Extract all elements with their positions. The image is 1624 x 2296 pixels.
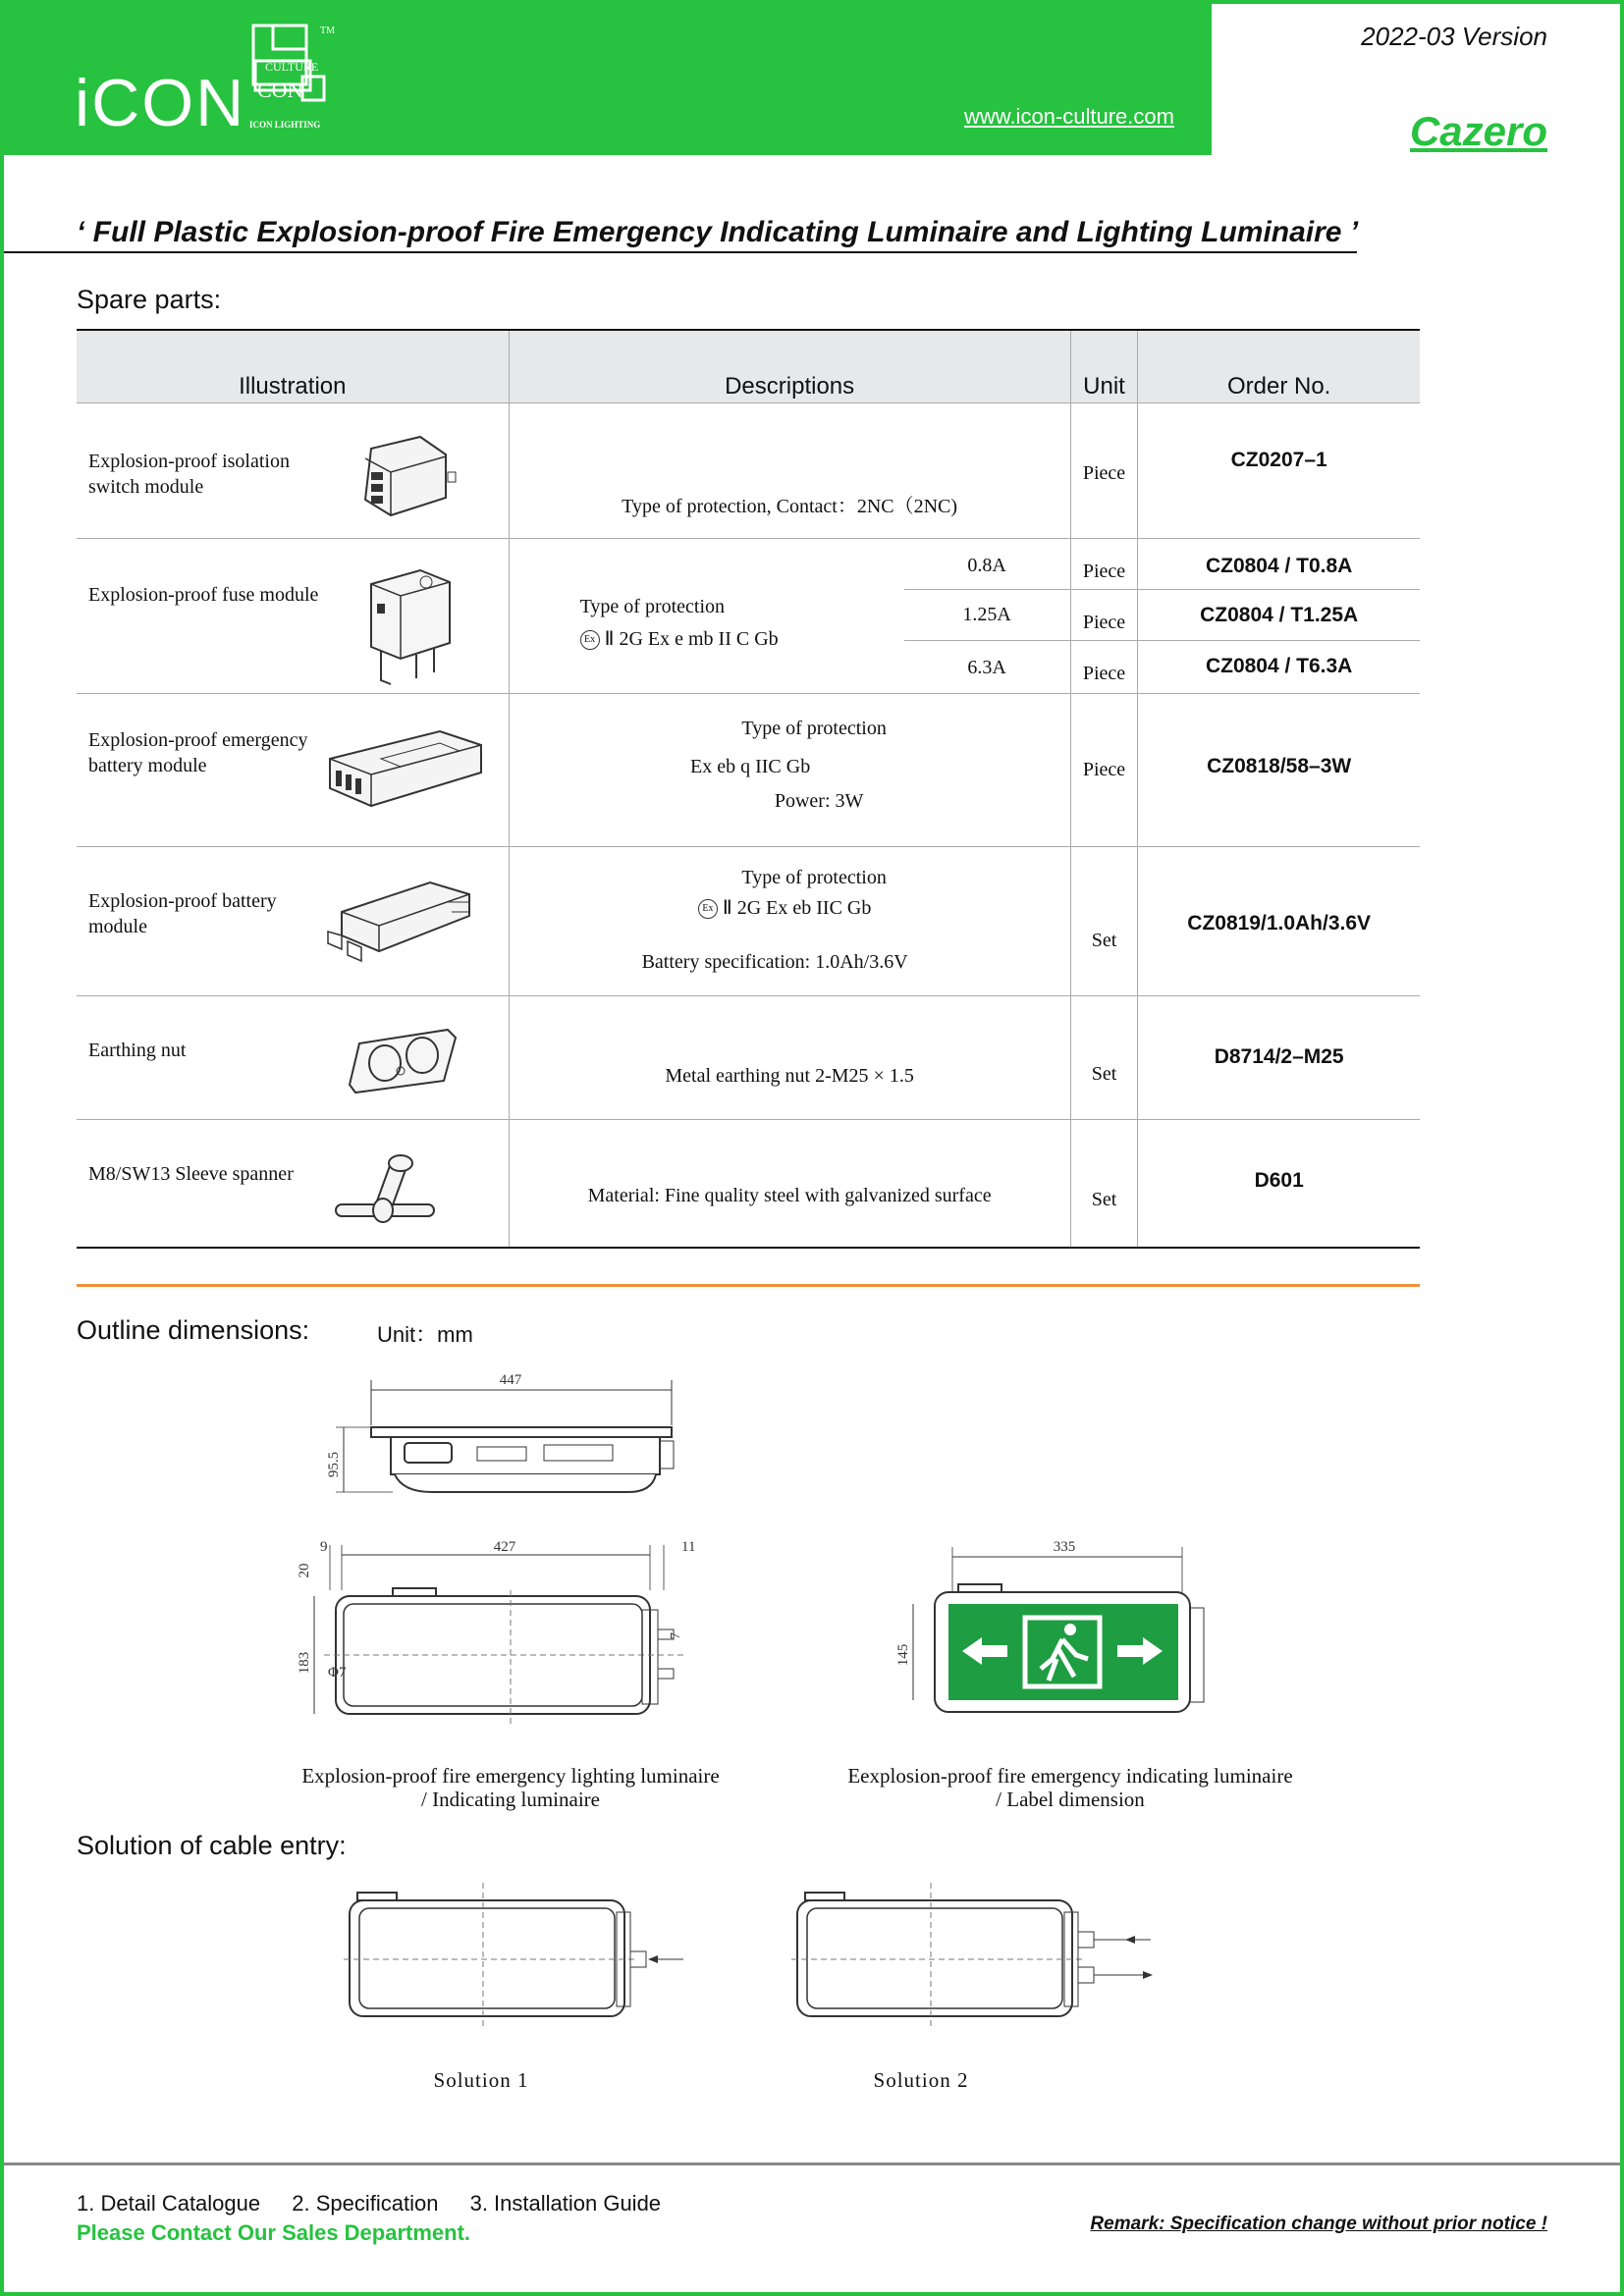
rating-cell	[904, 641, 1070, 694]
order-number: D8714/2–M25	[1214, 1045, 1344, 1068]
unit-value: Piece	[1082, 759, 1126, 780]
dim-95-5: 95.5	[326, 1451, 342, 1478]
ex-mark-icon: Ex	[698, 899, 718, 919]
unit-value: Piece	[1082, 462, 1126, 484]
part-name: Explosion-proof isolation switch module	[88, 451, 290, 498]
logo-text: iCON	[75, 66, 246, 140]
unit-cell	[1070, 641, 1138, 694]
part-description: Type of protection, Contact：2NC（2NC)	[622, 496, 958, 517]
label-view-drawing	[884, 1533, 1237, 1730]
order-number: CZ0804 / T6.3A	[1205, 655, 1353, 677]
order-cell	[1138, 403, 1420, 539]
order-cell	[1138, 996, 1420, 1120]
section-divider	[77, 1284, 1420, 1287]
dim-447: 447	[499, 1372, 522, 1388]
unit-cell	[1070, 996, 1138, 1120]
part-description-line2: Ⅱ 2G Ex eb IIC Gb	[722, 897, 872, 919]
illustration-cell	[77, 539, 509, 694]
caption-line: Explosion-proof fire emergency lighting luminaire	[301, 1764, 720, 1788]
unit-value: Piece	[1082, 561, 1126, 582]
order-number: CZ0804 / T1.25A	[1200, 604, 1359, 626]
rating-cell	[904, 590, 1070, 641]
dim-427: 427	[493, 1539, 516, 1555]
page-title: ‘ Full Plastic Explosion-proof Fire Emergency Indicating Luminaire and Lighting Luminaire ’	[77, 216, 1359, 248]
unit-cell	[1070, 1120, 1138, 1248]
table-row	[77, 996, 1420, 1120]
logo-line1: CULTURE	[265, 60, 319, 74]
unit-value: Piece	[1082, 663, 1126, 684]
order-number: CZ0207–1	[1230, 449, 1327, 471]
part-name: Earthing nut	[88, 1040, 187, 1061]
order-number: D601	[1254, 1169, 1304, 1192]
top-view-drawing	[314, 1366, 687, 1504]
order-number: CZ0818/58–3W	[1207, 755, 1352, 777]
logo-tagline: ICON LIGHTING	[249, 120, 321, 130]
caption-line: / Label dimension	[996, 1788, 1145, 1811]
column-header-illustration: Illustration	[77, 330, 509, 403]
ex-mark-icon: Ex	[580, 630, 600, 650]
title-divider	[4, 251, 1357, 253]
cable-entry-solution-1-drawing	[344, 1883, 697, 2030]
dim-11: 11	[681, 1539, 696, 1555]
table-row	[77, 403, 1420, 539]
part-name: Explosion-proof emergency battery module	[88, 729, 308, 776]
table-row	[77, 847, 1420, 996]
part-description-line2: Ⅱ 2G Ex e mb II C Gb	[604, 628, 779, 650]
illustration-cell	[77, 403, 509, 539]
part-description-line1: Type of protection	[741, 867, 887, 888]
unit-label: Unit：mm	[377, 1322, 473, 1347]
illustration-cell	[77, 1120, 509, 1248]
rating-value: 0.8A	[967, 555, 1006, 576]
part-name: Explosion-proof battery module	[88, 890, 277, 937]
order-cell	[1138, 694, 1420, 847]
solution-1-label: Solution 1	[433, 2068, 529, 2092]
website-link[interactable]: www.icon-culture.com	[964, 104, 1174, 129]
dim-335: 335	[1053, 1539, 1076, 1555]
order-cell	[1138, 641, 1420, 694]
footer-divider	[4, 2163, 1620, 2165]
fuse-module-image	[361, 564, 460, 692]
footer-links	[77, 2191, 686, 2216]
table-row	[77, 1120, 1420, 1248]
sleeve-spanner-image	[330, 1144, 448, 1242]
caption-line: Eexplosion-proof fire emergency indicating luminaire	[847, 1764, 1293, 1788]
illustration-cell	[77, 847, 509, 996]
description-cell	[509, 694, 1070, 847]
column-header-descriptions: Descriptions	[509, 330, 1070, 403]
footer-link-installation-guide[interactable]: 3. Installation Guide	[469, 2191, 662, 2216]
column-header-unit: Unit	[1070, 330, 1138, 403]
isolation-switch-module-image	[352, 429, 460, 519]
brand-link[interactable]: Cazero	[1409, 108, 1547, 154]
solution-2-label: Solution 2	[873, 2068, 969, 2092]
dim-145: 145	[895, 1643, 911, 1667]
order-cell	[1138, 847, 1420, 996]
illustration-cell	[77, 694, 509, 847]
unit-value: Set	[1091, 1063, 1117, 1085]
unit-cell	[1070, 590, 1138, 641]
order-number: CZ0819/1.0Ah/3.6V	[1187, 912, 1372, 934]
dim-7: 7	[669, 1632, 683, 1639]
order-cell	[1138, 1120, 1420, 1248]
footer-link-detail-catalogue[interactable]: 1. Detail Catalogue	[77, 2191, 261, 2216]
battery-module-image	[322, 873, 479, 971]
description-cell	[509, 1120, 1070, 1248]
caption-indicating-luminaire	[825, 1764, 1316, 1811]
dim-183: 183	[297, 1651, 312, 1675]
outline-dimensions-heading: Outline dimensions:	[77, 1315, 310, 1345]
order-cell	[1138, 539, 1420, 590]
caption-lighting-luminaire	[285, 1764, 736, 1811]
part-description: Metal earthing nut 2-M25 × 1.5	[665, 1065, 914, 1087]
description-cell	[509, 847, 1070, 996]
unit-value: Set	[1091, 1189, 1117, 1210]
rating-value: 6.3A	[967, 657, 1006, 678]
front-view-drawing	[285, 1531, 717, 1728]
part-description-line1: Type of protection	[579, 596, 726, 617]
part-description-line1: Type of protection	[741, 718, 887, 739]
part-description-line3: Battery specification: 1.0Ah/3.6V	[641, 951, 908, 973]
order-number: CZ0804 / T0.8A	[1205, 555, 1353, 577]
logo-line2: CON	[257, 78, 303, 102]
contact-note: Please Contact Our Sales Department.	[77, 2220, 471, 2245]
part-description-line3: Power: 3W	[774, 790, 864, 812]
part-description-line2: Ex eb q IIC Gb	[690, 756, 811, 777]
logo-tm: TM	[320, 26, 335, 36]
footer-link-specification[interactable]: 2. Specification	[292, 2191, 439, 2216]
description-cell	[509, 539, 904, 694]
part-name: Explosion-proof fuse module	[88, 584, 319, 606]
caption-line: / Indicating luminaire	[421, 1788, 600, 1811]
column-header-order: Order No.	[1138, 330, 1420, 403]
unit-cell	[1070, 403, 1138, 539]
description-cell	[509, 403, 1070, 539]
unit-cell	[1070, 694, 1138, 847]
cable-entry-heading: Solution of cable entry:	[77, 1831, 347, 1860]
rating-value: 1.25A	[962, 604, 1011, 625]
dim-phi7: Φ7	[328, 1665, 347, 1681]
spare-parts-table	[77, 329, 1420, 1249]
unit-cell	[1070, 539, 1138, 590]
rating-cell	[904, 539, 1070, 590]
version-label: 2022-03 Version	[1361, 22, 1547, 51]
emergency-battery-module-image	[322, 720, 489, 818]
unit-value: Set	[1091, 930, 1117, 951]
earthing-nut-image	[346, 1024, 463, 1096]
dim-9: 9	[320, 1539, 328, 1555]
table-row	[77, 539, 1420, 590]
unit-cell	[1070, 847, 1138, 996]
dim-20: 20	[297, 1563, 312, 1578]
part-description: Material: Fine quality steel with galvanized surface	[587, 1185, 992, 1206]
remark-note: Remark: Specification change without prior notice !	[1090, 2214, 1547, 2234]
order-cell	[1138, 590, 1420, 641]
illustration-cell	[77, 996, 509, 1120]
table-row	[77, 694, 1420, 847]
part-name: M8/SW13 Sleeve spanner	[88, 1163, 294, 1185]
unit-value: Piece	[1082, 612, 1126, 633]
icon-lighting-logo	[245, 22, 344, 132]
spare-parts-heading: Spare parts:	[77, 285, 222, 314]
cable-entry-solution-2-drawing	[791, 1883, 1164, 2030]
description-cell	[509, 996, 1070, 1120]
